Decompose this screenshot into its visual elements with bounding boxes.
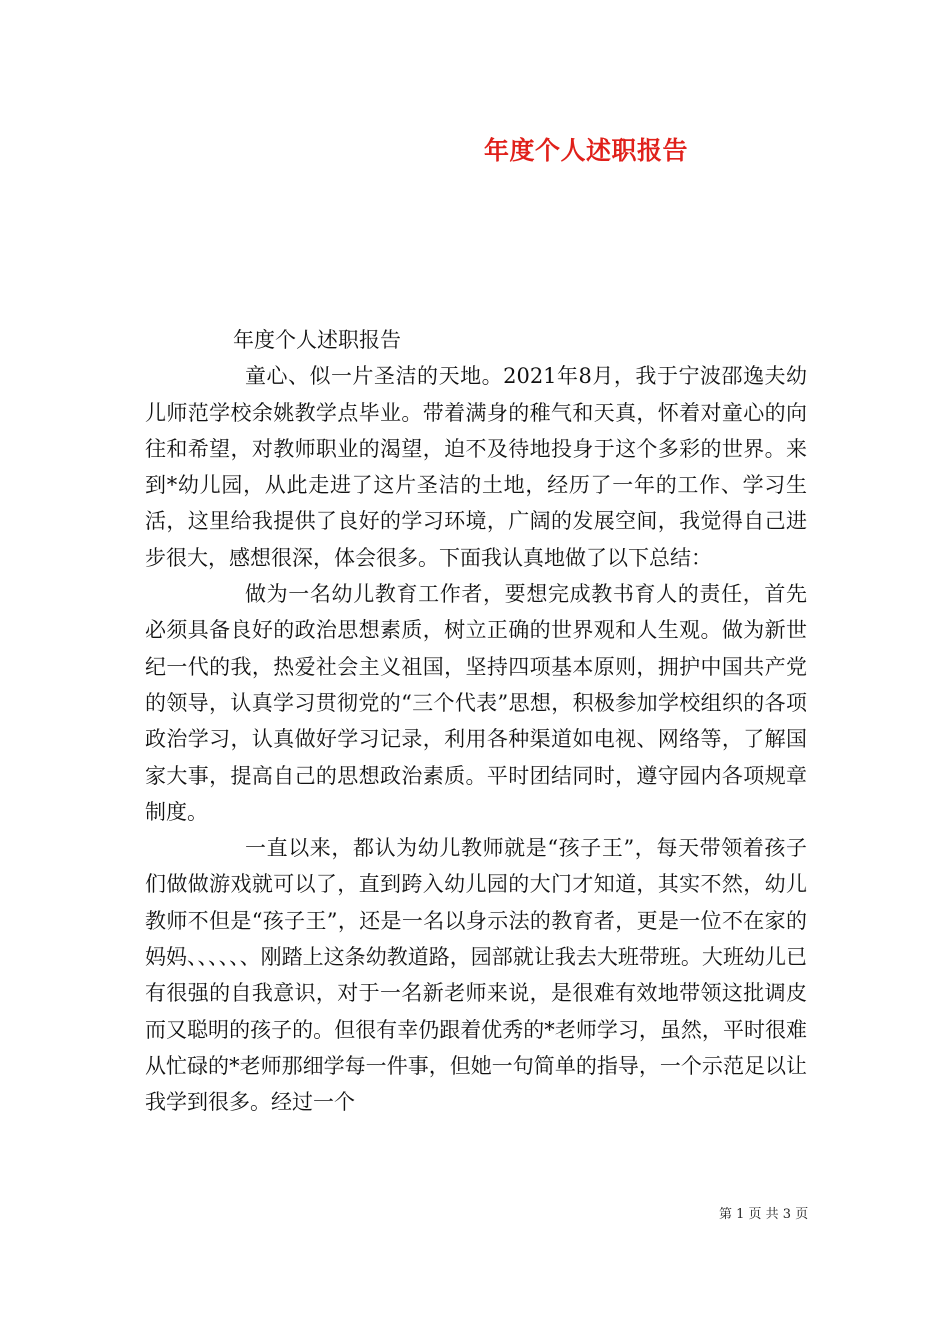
document-body bbox=[145, 322, 807, 1121]
document-subtitle: 年度个人述职报告 bbox=[233, 328, 401, 352]
paragraph-2: 做为一名幼儿教育工作者，要想完成教书育人的责任，首先必须具备良好的政治思想素质，树立正确的世界观和人生观。做为新世纪一代的我，热爱社会主义祖国，坚持四项基本原则，拥护中国共产党的领导，认真学习贯彻党的“三个代表”思想，积极参加学校组织的各项政治学习，认真做好学习记录，利用各种渠道如电视、网络等，了解国家大事，提高自己的思想政治素质。平时团结同时，遵守园内各项规章制度。 bbox=[145, 582, 807, 824]
document-title: 年度个人述职报告 bbox=[484, 136, 689, 165]
page-number-footer: 第 1 页 共 3 页 bbox=[719, 1207, 809, 1222]
paragraph-3: 一直以来，都认为幼儿教师就是“孩子王”，每天带领着孩子们做做游戏就可以了，直到跨入幼儿园的大门才知道，其实不然，幼儿教师不但是“孩子王”，还是一名以身示法的教育者，更是一位不在家的妈妈、、、、、、刚踏上这条幼教道路，园部就让我去大班带班。大班幼儿已有很强的自我意识，对于一名新老师来说，是很难有效地带领这批调皮而又聪明的孩子的。但很有幸仍跟着优秀的*老师学习，虽然，平时很难从忙碌的*老师那细学每一件事，但她一句简单的指导，一个示范足以让我学到很多。经过一个 bbox=[145, 836, 807, 1115]
paragraph-1: 童心、似一片圣洁的天地。2021年8月，我于宁波邵逸夫幼儿师范学校余姚教学点毕业。带着满身的稚气和天真，怀着对童心的向往和希望，对教师职业的渴望，迫不及待地投身于这个多彩的世界。来到*幼儿园，从此走进了这片圣洁的土地，经历了一年的工作、学习生活，这里给我提供了良好的学习环境，广阔的发展空间，我觉得自己进步很大，感想很深，体会很多。下面我认真地做了以下总结： bbox=[145, 364, 807, 570]
